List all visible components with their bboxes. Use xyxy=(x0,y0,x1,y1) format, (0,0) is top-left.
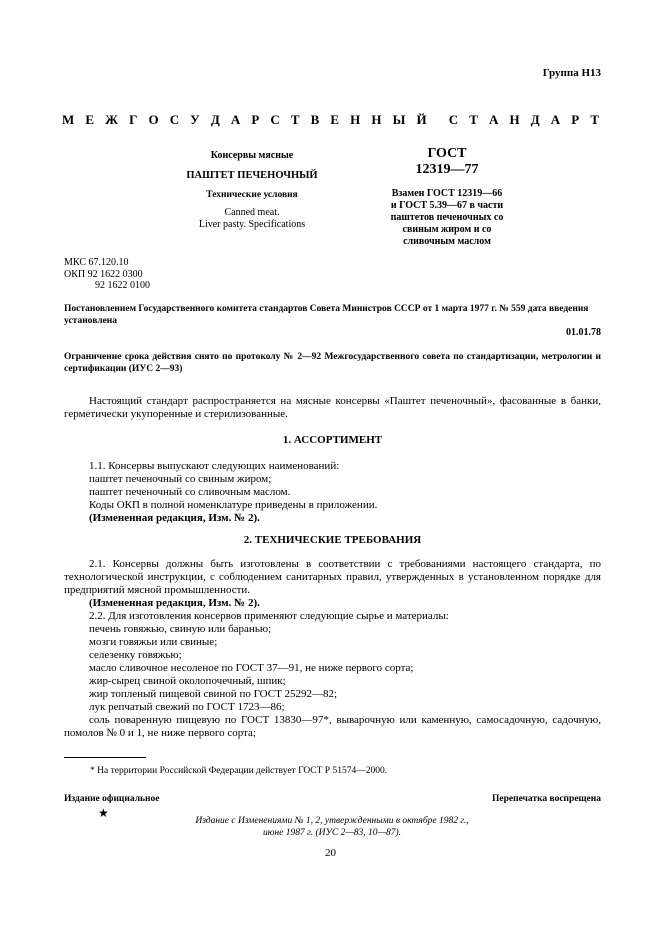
classification-codes xyxy=(64,257,150,292)
product-title: ПАШТЕТ ПЕЧЕНОЧНЫЙ xyxy=(186,170,318,181)
revision-note: (Измененная редакция, Изм. № 2). xyxy=(89,597,260,609)
footnote-divider xyxy=(64,757,146,758)
heading-letter: Ы xyxy=(392,112,406,127)
title-right-column xyxy=(387,146,507,248)
replaces-note xyxy=(387,188,507,248)
page-number: 20 xyxy=(325,847,336,859)
heading-letter: Е xyxy=(85,112,95,127)
heading-letter: Н xyxy=(350,112,361,127)
star-icon: ★ xyxy=(98,806,109,820)
list-item: соль поваренную пищевую по ГОСТ 13830—97*, выварочную или каменную, самосадочную, садочную, помолов № 0 и 1, не ниже первого сорта; xyxy=(64,714,601,739)
list-item: лук репчатый свежий по ГОСТ 1723—86; xyxy=(89,701,285,713)
okp-note: Коды ОКП в полной номенклатуре приведены в приложении. xyxy=(89,499,378,511)
heading-letter: М xyxy=(62,112,75,127)
paragraph-2-1: 2.1. Консервы должны быть изготовлены в соответствии с требованиями настоящего стандарта, по технологической инструкции, с соблюдением санитарных правил, утвержденных в установленном порядке для предприятий мясной промышленности. xyxy=(64,558,601,596)
introduction-date: 01.01.78 xyxy=(566,327,601,338)
list-item: масло сливочное несоленое по ГОСТ 37—91, не ниже первого сорта; xyxy=(89,662,414,674)
scope-paragraph: Настоящий стандарт распространяется на мясные консервы «Паштет печеночный», фасованные в банки, герметически укупоренные и стерилизованные. xyxy=(64,395,601,420)
mks-code: МКС 67.120.10 xyxy=(64,257,129,268)
okp-code: 92 1622 0100 xyxy=(95,280,150,291)
heading-letter: У xyxy=(190,112,200,127)
list-item: паштет печеночный со свиным жиром; xyxy=(89,473,272,485)
replaces-line: паштетов печеночных со xyxy=(390,212,504,223)
heading-letter: В xyxy=(310,112,320,127)
official-edition: Издание официальное xyxy=(64,794,160,804)
heading-letter: Г xyxy=(129,112,138,127)
heading-letter: А xyxy=(489,112,499,127)
changes-line: Издание с Изменениями № 1, 2, утвержденными в октябре 1982 г., xyxy=(195,816,469,826)
changes-note xyxy=(140,815,524,839)
heading-letter: А xyxy=(550,112,561,127)
technical-conditions: Технические условия xyxy=(206,190,298,200)
list-item: селезенку говяжью; xyxy=(89,649,182,661)
section-2-body xyxy=(64,558,601,740)
replaces-line: и ГОСТ 5.39—67 в части xyxy=(390,200,504,211)
heading-letter: О xyxy=(148,112,159,127)
heading-letter: Д xyxy=(530,112,540,127)
reprint-prohibited: Перепечатка воспрещена xyxy=(491,794,601,804)
paragraph-1-1: 1.1. Консервы выпускают следующих наименований: xyxy=(89,460,340,472)
heading-letter: Д xyxy=(210,112,220,127)
heading-letter: Е xyxy=(330,112,340,127)
english-title-line: Liver pasty. Specifications xyxy=(198,219,306,230)
section-1-heading: 1. АССОРТИМЕНТ xyxy=(282,434,383,446)
gost-label: ГОСТ xyxy=(427,146,467,161)
heading-letter: Ж xyxy=(105,112,118,127)
heading-letter: С xyxy=(270,112,280,127)
list-item: мозги говяжьи или свиные; xyxy=(89,636,218,648)
resolution-text: Постановлением Государственного комитета стандартов Совета Министров СССР от 1 марта 1977 г. № 559 дата введения установлена xyxy=(64,304,589,326)
section-1-body xyxy=(64,460,601,525)
footnote: * На территории Российской Федерации действует ГОСТ Р 51574—2000. xyxy=(90,766,388,776)
heading-letter: А xyxy=(230,112,241,127)
gost-number: 12319—77 xyxy=(415,162,479,177)
heading-letter: Й xyxy=(416,112,427,127)
revision-note: (Измененная редакция, Изм. № 2). xyxy=(89,512,260,524)
english-title-line: Canned meat. xyxy=(224,207,280,218)
heading-letter: Н xyxy=(371,112,382,127)
replaces-line: сливочным маслом xyxy=(403,236,491,247)
heading-letter: Р xyxy=(571,112,580,127)
interstate-standard-heading xyxy=(62,112,599,128)
heading-letter: Т xyxy=(290,112,300,127)
okp-code: ОКП 92 1622 0300 xyxy=(64,268,143,280)
english-title xyxy=(172,207,332,231)
heading-letter: С xyxy=(169,112,180,127)
section-2-heading: 2. ТЕХНИЧЕСКИЕ ТРЕБОВАНИЯ xyxy=(243,534,422,546)
title-left-column xyxy=(172,150,332,231)
heading-letter: Т xyxy=(469,112,478,127)
replaces-line: Взамен ГОСТ 12319—66 xyxy=(391,188,503,199)
list-item: жир топленый пищевой свиной по ГОСТ 25292—82; xyxy=(89,688,338,700)
list-item: жир-сырец свиной околопочечный, шпик; xyxy=(89,675,286,687)
heading-letter: Н xyxy=(509,112,520,127)
list-item: печень говяжью, свиную или баранью; xyxy=(89,623,272,635)
paragraph-2-2: 2.2. Для изготовления консервов применяют следующие сырье и материалы: xyxy=(89,610,449,622)
group-code: Группа Н13 xyxy=(542,67,601,79)
changes-line: июне 1987 г. (ИУС 2—83, 10—87). xyxy=(262,828,402,838)
list-item: паштет печеночный со сливочным маслом. xyxy=(89,486,291,498)
heading-letter: Т xyxy=(590,112,599,127)
heading-letter: С xyxy=(448,112,459,127)
product-category: Консервы мясные xyxy=(210,150,294,161)
replaces-line: свиным жиром и со xyxy=(402,224,492,235)
restriction-text: Ограничение срока действия снято по протоколу № 2—92 Межгосударственного совета по стандартизации, метрологии и сертификации (ИУС 2—93) xyxy=(64,352,601,374)
heading-letter: Р xyxy=(251,112,260,127)
